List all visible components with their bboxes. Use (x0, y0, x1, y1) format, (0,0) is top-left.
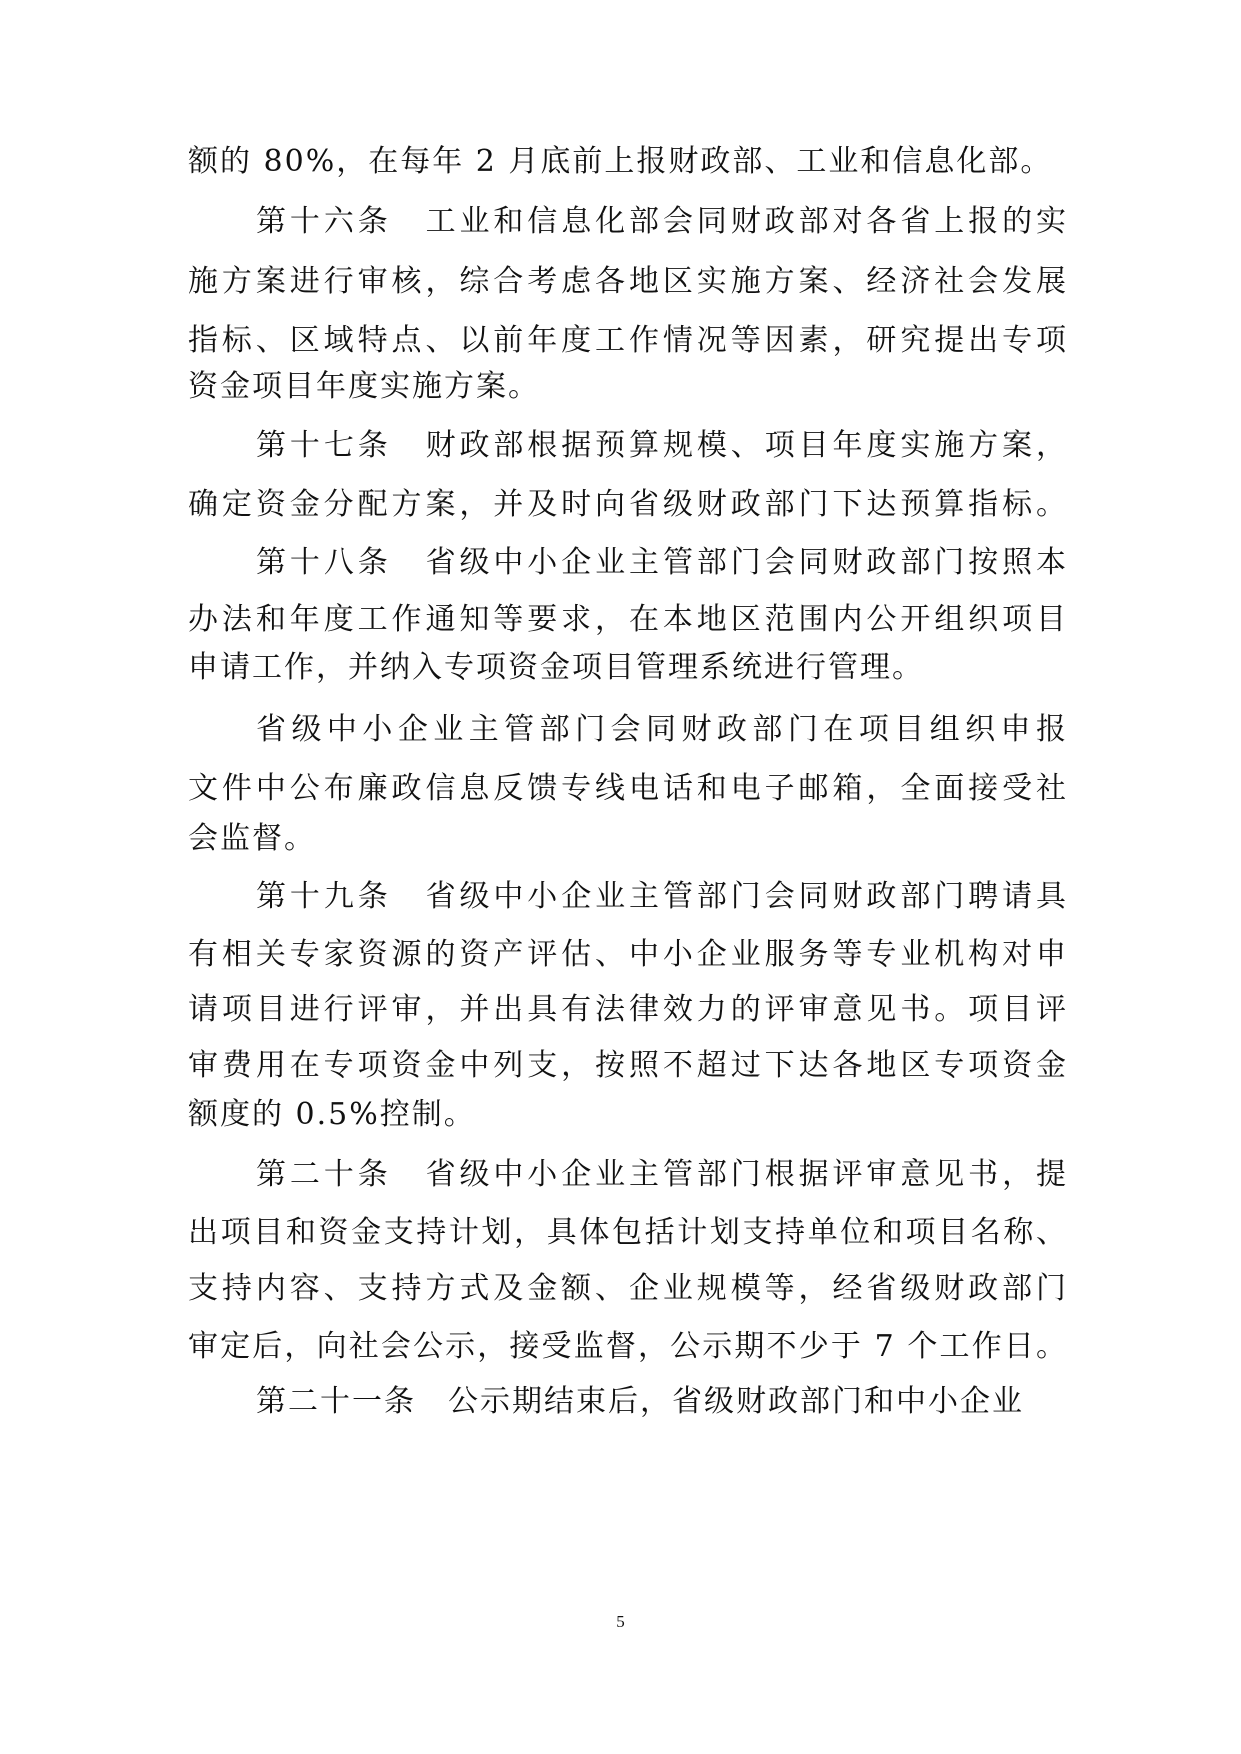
article-17-line: 第十七条 财政部根据预算规模、项目年度实施方案， (256, 428, 1068, 463)
article-16-line: 第十六条 工业和信息化部会同财政部对各省上报的实 (256, 204, 1068, 239)
text-line: 会监督。 (188, 821, 316, 856)
text-line: 施方案进行审核，综合考虑各地区实施方案、经济社会发展 (188, 264, 1068, 299)
text-line: 资金项目年度实施方案。 (188, 369, 540, 404)
text-line: 确定资金分配方案，并及时向省级财政部门下达预算指标。 (188, 487, 1068, 522)
text-line: 指标、区域特点、以前年度工作情况等因素，研究提出专项 (188, 323, 1068, 358)
page-number: 5 (616, 1612, 625, 1631)
text-line: 支持内容、支持方式及金额、企业规模等，经省级财政部门 (188, 1271, 1068, 1306)
text-line: 文件中公布廉政信息反馈专线电话和电子邮箱，全面接受社 (188, 771, 1068, 806)
text-line: 办法和年度工作通知等要求，在本地区范围内公开组织项目 (188, 602, 1068, 637)
text-line: 审费用在专项资金中列支，按照不超过下达各地区专项资金 (188, 1048, 1068, 1083)
article-20-line: 第二十条 省级中小企业主管部门根据评审意见书，提 (256, 1157, 1068, 1192)
text-line: 额的 80%，在每年 2 月底前上报财政部、工业和信息化部。 (188, 144, 1053, 179)
text-line: 出项目和资金支持计划，具体包括计划支持单位和项目名称、 (188, 1215, 1068, 1250)
article-18-line: 第十八条 省级中小企业主管部门会同财政部门按照本 (256, 545, 1068, 580)
article-19-line: 第十九条 省级中小企业主管部门会同财政部门聘请具 (256, 879, 1068, 914)
text-line: 请项目进行评审，并出具有法律效力的评审意见书。项目评 (188, 992, 1068, 1027)
text-line: 额度的 0.5%控制。 (188, 1097, 476, 1132)
text-line: 申请工作，并纳入专项资金项目管理系统进行管理。 (188, 650, 924, 685)
text-line: 审定后，向社会公示，接受监督，公示期不少于 7 个工作日。 (188, 1329, 1068, 1364)
paragraph-line: 省级中小企业主管部门会同财政部门在项目组织申报 (256, 712, 1068, 747)
article-21-line: 第二十一条 公示期结束后，省级财政部门和中小企业 (256, 1384, 1024, 1419)
text-line: 有相关专家资源的资产评估、中小企业服务等专业机构对申 (188, 937, 1068, 972)
